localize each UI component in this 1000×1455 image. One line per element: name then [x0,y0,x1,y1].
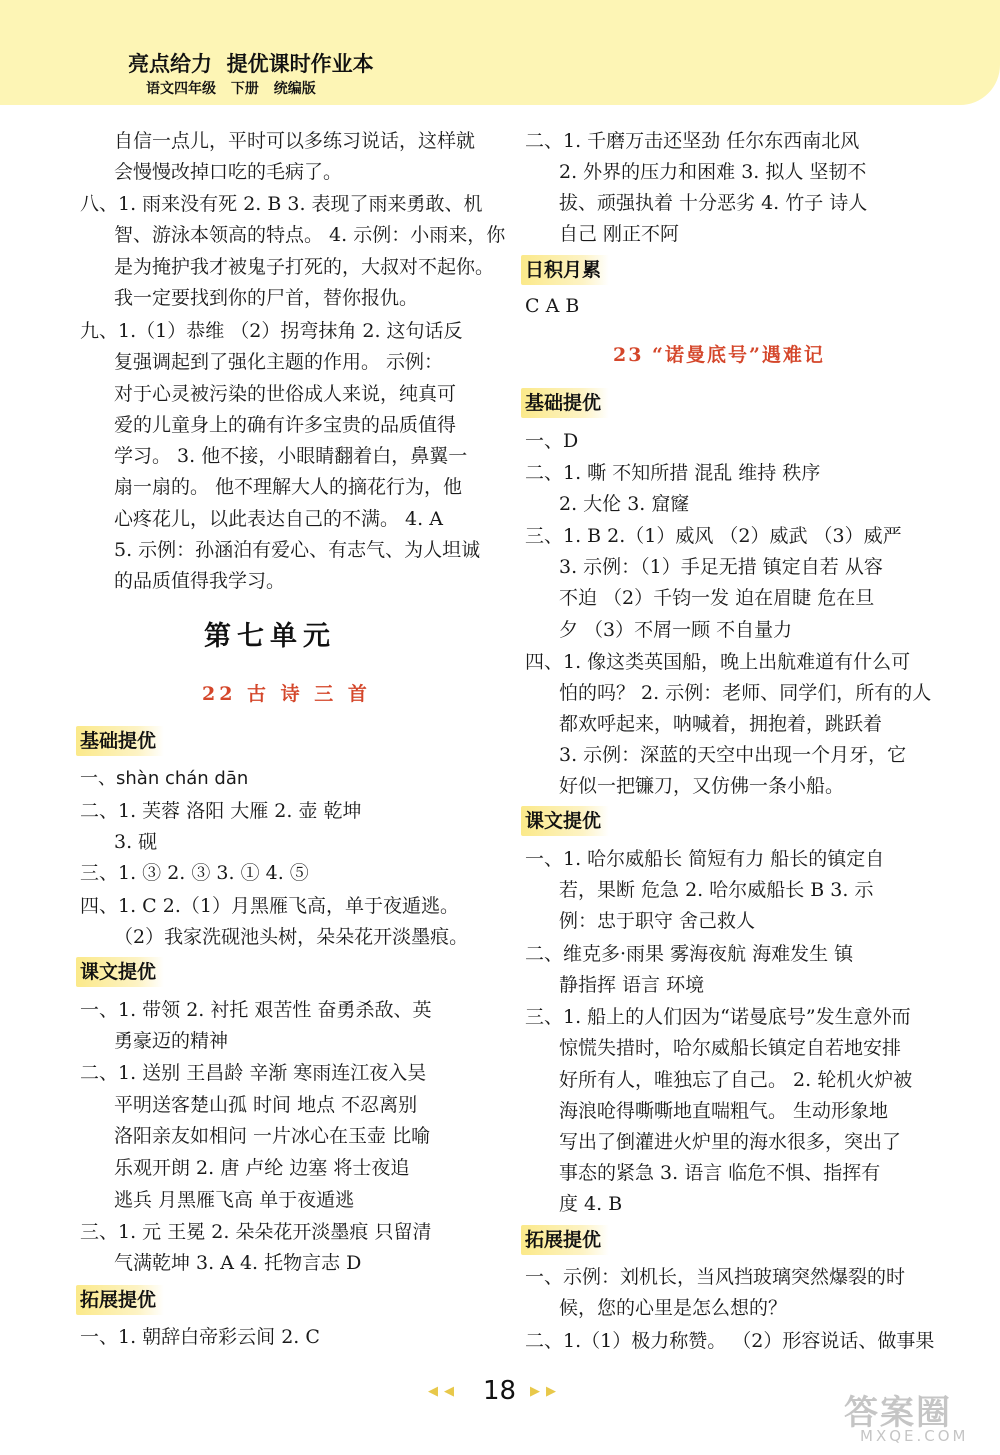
answer-line: 候，您的心里是怎么想的？ [559,1297,788,1319]
answer-line: 二、1.（1）极力称赞。 （2）形容说话、做事果 [525,1330,935,1352]
answer-line: 惊慌失措时，哈尔威船长镇定自若地安排 [559,1037,902,1059]
answer-line: 若，果断 危急 2. 哈尔威船长 B 3. 示 [559,879,874,901]
book-subtitle: 语文四年级 下册 统编版 [146,81,316,97]
section-heading: 日积月累 [521,255,609,285]
answer-line: 一、1. 朝辞白帝彩云间 2. C [80,1326,320,1348]
answer-line: 三、1. 元 王冕 2. 朵朵花开淡墨痕 只留清 [80,1221,432,1243]
arrow-right-icon: ▶ [530,1384,540,1399]
answer-line: 四、1. 像这类英国船，晚上出航难道有什么可 [525,651,911,673]
answer-line: 的品质值得我学习。 [114,570,286,592]
answer-line: 夕 （3）不屑一顾 不自量力 [559,619,793,641]
answer-line: 好似一把镰刀，又仿佛一条小船。 [559,775,845,797]
answer-line: 一、D [525,430,579,452]
arrow-right-icon: ▶ [546,1384,556,1399]
answer-line: 气满乾坤 3. A 4. 托物言志 D [114,1252,362,1274]
answer-line: 是为掩护我才被鬼子打死的，大叔对不起你。 [114,256,495,278]
answer-line: 逃兵 月黑雁飞高 单于夜遁逃 [114,1189,355,1211]
section-heading: 拓展提优 [76,1285,164,1315]
answer-line: 好所有人，唯独忘了自己。 2. 轮机火炉被 [559,1069,913,1091]
answer-line: 海浪呛得嘶嘶地直喘粗气。 生动形象地 [559,1100,889,1122]
answer-line: （2）我家洗砚池头树，朵朵花开淡墨痕。 [114,926,469,948]
answer-line: 二、1. 芙蓉 洛阳 大雁 2. 壶 乾坤 [80,800,362,822]
answer-line: 我一定要找到你的尸首，替你报仇。 [114,287,419,309]
answer-line: 九、1.（1）恭维 （2）拐弯抹角 2. 这句话反 [80,320,463,342]
watermark [830,1385,995,1450]
answer-line: 学习。 3. 他不接，小眼睛翻着白，鼻翼一 [114,445,468,467]
answer-line: 洛阳亲友如相问 一片冰心在玉壶 比喻 [114,1125,431,1147]
answer-line: 不迫 （2）千钧一发 迫在眉睫 危在旦 [559,587,875,609]
answer-line: 3. 示例：（1）手足无措 镇定自若 从容 [559,556,883,578]
arrow-left-icon: ◀ [444,1384,454,1399]
answer-line: 5. 示例：孙涵泊有爱心、有志气、为人坦诚 [114,539,481,561]
answer-line: 一、shàn chán dān [80,768,249,789]
page-number: 18 [483,1376,517,1406]
answer-line: 会慢慢改掉口吃的毛病了。 [114,161,343,183]
answer-line: 二、1. 嘶 不知所措 混乱 维持 秩序 [525,462,821,484]
lesson-title: 23 “诺曼底号”遇难记 [613,344,825,366]
answer-line: 爱的儿童身上的确有许多宝贵的品质值得 [114,414,457,436]
unit-title: 第七单元 [204,621,336,652]
answer-line: 3. 示例：深蓝的天空中出现一个月牙，它 [559,744,907,766]
answer-line: 自己 刚正不阿 [559,223,680,245]
answer-line: 一、示例：刘机长，当风挡玻璃突然爆裂的时 [525,1266,906,1288]
answer-line: 写出了倒灌进火炉里的海水很多，突出了 [559,1131,902,1153]
answer-line: 怕的吗？ 2. 示例：老师、同学们，所有的人 [559,682,932,704]
answer-line: 度 4. B [559,1193,623,1215]
answer-line: 事态的紧急 3. 语言 临危不惧、指挥有 [559,1162,881,1184]
answer-line: 二、维克多·雨果 雾海夜航 海难发生 镇 [525,943,854,965]
watermark-logo: 答案圈 [844,1393,952,1433]
answer-line: 静指挥 语言 环境 [559,974,705,996]
answer-line: 都欢呼起来，呐喊着，拥抱着，跳跃着 [559,713,883,735]
answer-line: 智、游泳本领高的特点。 4. 示例：小雨来，你 [114,224,506,246]
answer-line: 三、1. B 2.（1）威风 （2）威武 （3）威严 [525,525,902,547]
answer-line: 乐观开朗 2. 唐 卢纶 边塞 将士夜追 [114,1157,410,1179]
answer-line: 心疼花儿，以此表达自己的不满。 4. A [114,508,443,530]
answer-line: 二、1. 千磨万击还坚劲 任尔东西南北风 [525,130,860,152]
answer-line: 二、1. 送别 王昌龄 辛渐 寒雨连江夜入吴 [80,1062,427,1084]
answer-line: 三、1. 船上的人们因为“诺曼底号”发生意外而 [525,1006,911,1028]
section-heading: 拓展提优 [521,1225,609,1255]
answer-line: 八、1. 雨来没有死 2. B 3. 表现了雨来勇敢、机 [80,193,483,215]
answer-line: 例：忠于职守 舍己救人 [559,910,756,932]
section-heading: 基础提优 [521,388,609,418]
book-title: 亮点给力 提优课时作业本 [128,52,374,76]
answer-line: 四、1. C 2.（1）月黑雁飞高，单于夜遁逃。 [80,895,459,917]
answer-line: C A B [525,295,580,317]
answer-line: 一、1. 带领 2. 衬托 艰苦性 奋勇杀敌、英 [80,999,432,1021]
answer-line: 拔、顽强执着 十分恶劣 4. 竹子 诗人 [559,192,868,214]
answer-line: 自信一点儿，平时可以多练习说话，这样就 [114,130,476,152]
section-heading: 基础提优 [76,726,164,756]
section-heading: 课文提优 [521,806,609,836]
answer-line: 扇一扇的。 他不理解大人的摘花行为，他 [114,476,463,498]
watermark-url: MXQE.COM [860,1427,969,1445]
answer-line: 三、1. ③ 2. ③ 3. ① 4. ⑤ [80,862,309,884]
arrow-left-icon: ◀ [428,1384,438,1399]
answer-line: 2. 外界的压力和困难 3. 拟人 坚韧不 [559,161,867,183]
answer-line: 2. 大伦 3. 窟窿 [559,493,690,515]
lesson-title: 22 古 诗 三 首 [202,683,371,705]
answer-line: 对于心灵被污染的世俗成人来说，纯真可 [114,383,457,405]
answer-line: 勇豪迈的精神 [114,1030,229,1052]
answer-line: 平明送客楚山孤 时间 地点 不忍离别 [114,1094,418,1116]
answer-line: 复强调起到了强化主题的作用。 示例： [114,351,444,373]
section-heading: 课文提优 [76,957,164,987]
answer-line: 一、1. 哈尔威船长 简短有力 船长的镇定自 [525,848,885,870]
answer-line: 3. 砚 [114,831,158,853]
